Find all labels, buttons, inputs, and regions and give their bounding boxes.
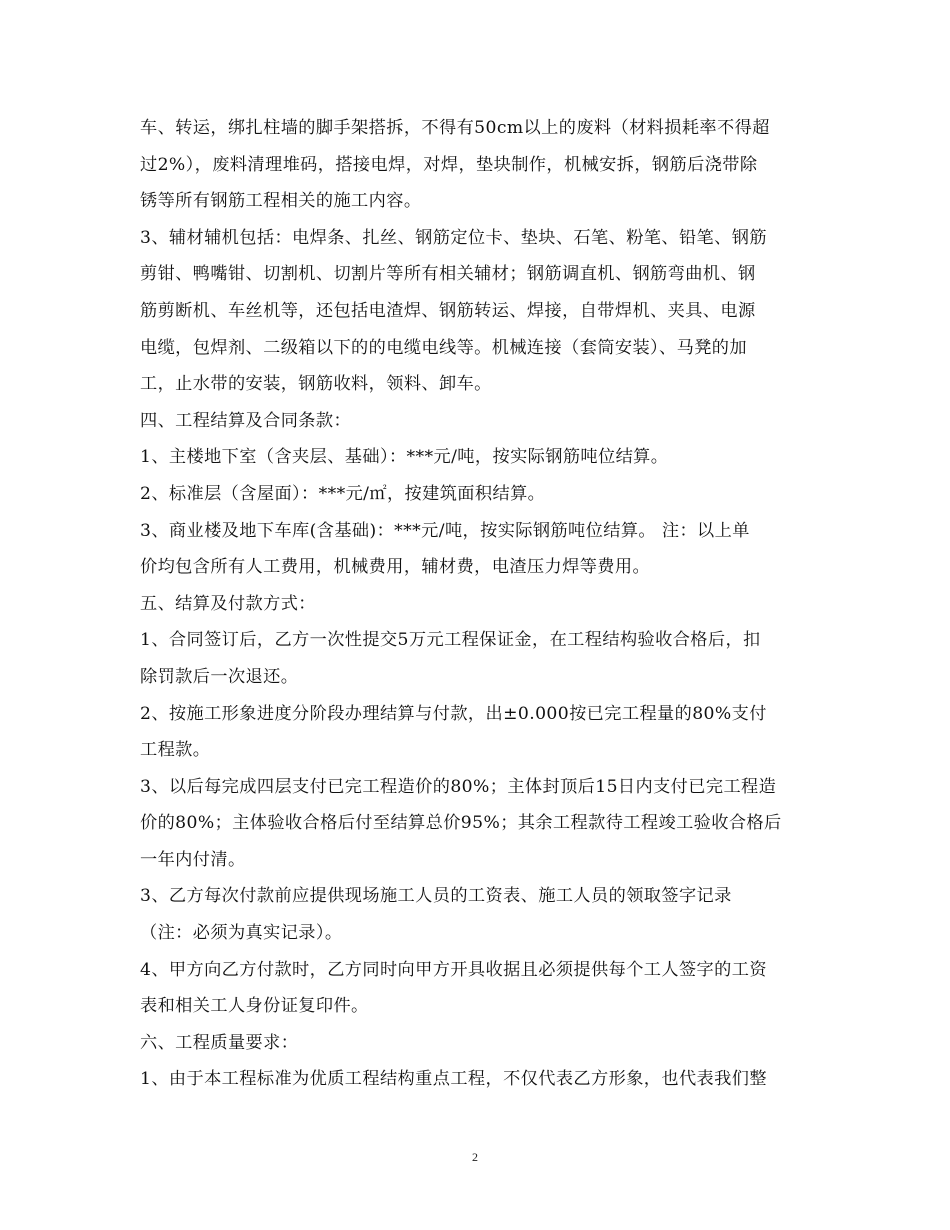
text-line: 2、按施工形象进度分阶段办理结算与付款，出±0.000按已完工程量的80%支付 — [140, 703, 767, 724]
section-heading: 五、结算及付款方式： — [140, 593, 316, 614]
text-line: 除罚款后一次退还。 — [140, 666, 299, 687]
text-line: 一年内付清。 — [140, 849, 246, 870]
text-line: 车、转运，绑扎柱墙的脚手架搭拆，不得有50cm以上的废料（材料损耗率不得超 — [140, 118, 770, 138]
text-line: 电缆，包焊剂、二级箱以下的的电缆电线等。机械连接（套筒安装）、马凳的加 — [140, 337, 747, 358]
text-line: 工，止水带的安装，钢筋收料，领料、卸车。 — [140, 374, 492, 395]
section-heading: 六、工程质量要求： — [140, 1032, 299, 1053]
text-line: 1、合同签订后，乙方一次性提交5万元工程保证金，在工程结构验收合格后，扣 — [140, 630, 761, 651]
text-line: 3、商业楼及地下车库(含基础)：***元/吨，按实际钢筋吨位结算。 注：以上单 — [140, 520, 750, 541]
section-heading: 四、工程结算及合同条款： — [140, 410, 352, 431]
text-line: 价的80%；主体验收合格后付至结算总价95%；其余工程款待工程竣工验收合格后 — [140, 813, 782, 834]
text-line: 工程款。 — [140, 740, 211, 761]
text-line: 3、辅材辅机包括：电焊条、扎丝、钢筋定位卡、垫块、石笔、粉笔、铅笔、钢筋 — [140, 227, 767, 248]
text-line: 锈等所有钢筋工程相关的施工内容。 — [140, 191, 422, 212]
page-number: 2 — [472, 1150, 478, 1164]
text-line: 4、甲方向乙方付款时，乙方同时向甲方开具收据且必须提供每个工人签字的工资 — [140, 959, 767, 980]
text-line: 表和相关工人身份证复印件。 — [140, 996, 369, 1017]
text-line: 3、乙方每次付款前应提供现场施工人员的工资表、施工人员的领取签字记录 — [140, 886, 732, 907]
text-line: 剪钳、鸭嘴钳、切割机、切割片等所有相关辅材；钢筋调直机、钢筋弯曲机、钢 — [140, 264, 756, 285]
text-line: 过2%），废料清理堆码，搭接电焊，对焊，垫块制作，机械安拆，钢筋后浇带除 — [140, 154, 758, 175]
text-line: 3、以后每完成四层支付已完工程造价的80%；主体封顶后15日内支付已完工程造 — [140, 776, 777, 797]
text-line: （注：必须为真实记录）。 — [140, 923, 343, 944]
document-body — [140, 110, 820, 1098]
text-line: 筋剪断机、车丝机等，还包括电渣焊、钢筋转运、焊接，自带焊机、夹具、电源 — [140, 300, 756, 321]
text-line: 1、主楼地下室（含夹层、基础）：***元/吨，按实际钢筋吨位结算。 — [140, 447, 669, 468]
text-line: 价均包含所有人工费用，机械费用，辅材费，电渣压力焊等费用。 — [140, 557, 651, 578]
text-line: 1、由于本工程标准为优质工程结构重点工程，不仅代表乙方形象，也代表我们整 — [140, 1069, 767, 1090]
text-line: 2、标准层（含屋面）：***元/㎡，按建筑面积结算。 — [140, 483, 546, 504]
